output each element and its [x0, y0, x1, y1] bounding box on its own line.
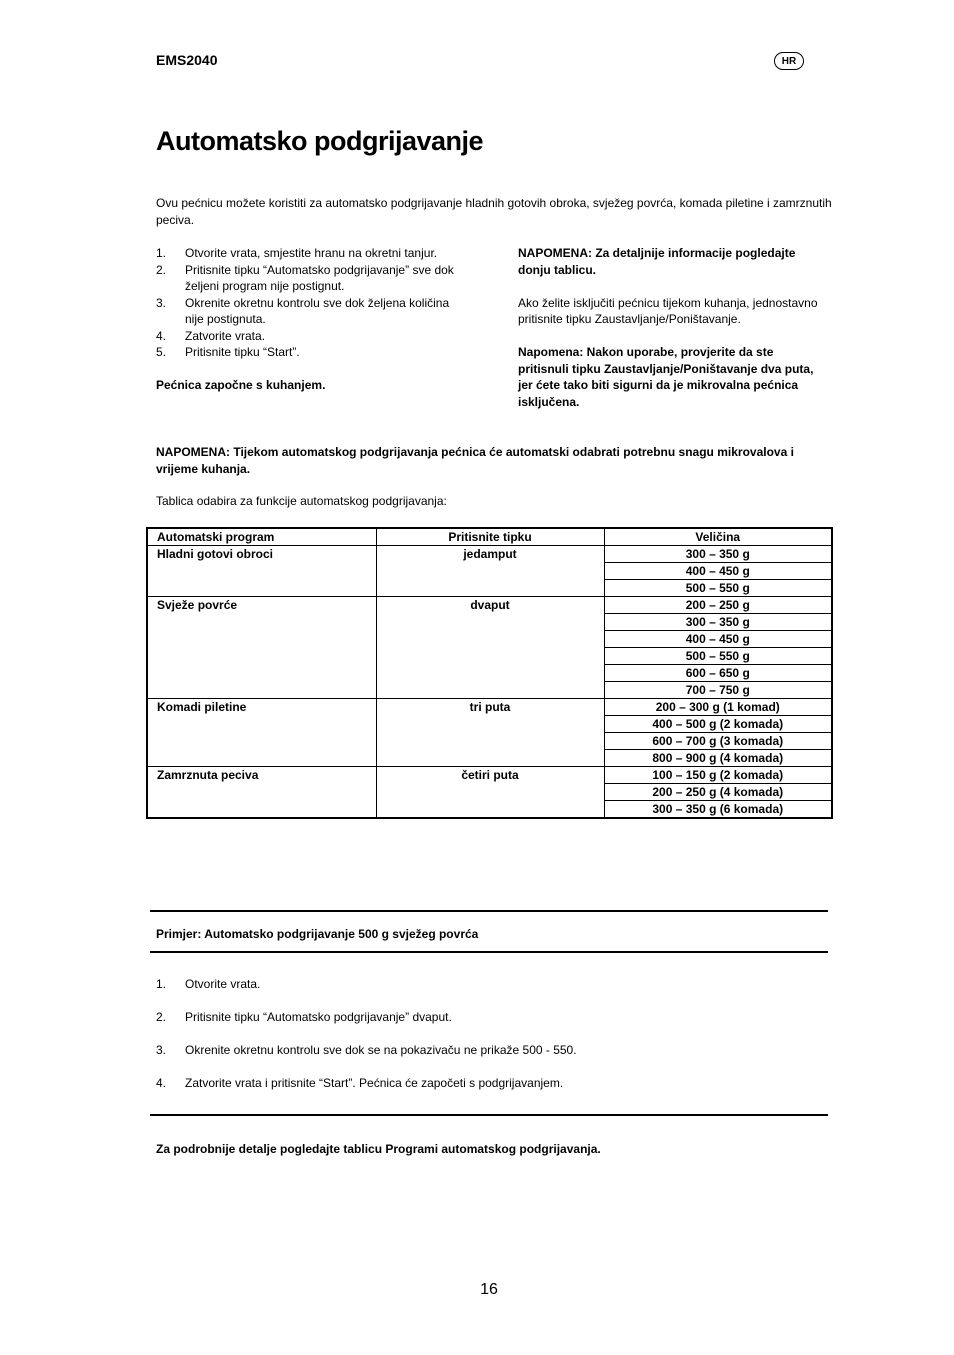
right-notes [518, 245, 818, 427]
size-cell: 200 – 300 g (1 komad) [604, 699, 832, 716]
size-cell: 100 – 150 g (2 komada) [604, 767, 832, 784]
size-cell: 300 – 350 g [604, 546, 832, 563]
size-cell: 600 – 650 g [604, 665, 832, 682]
detail-note: NAPOMENA: Za detaljnije informacije pogledajte donju tablicu. [518, 246, 796, 277]
program-table [146, 527, 833, 819]
divider [150, 951, 828, 953]
press-cell: četiri puta [376, 767, 604, 819]
list-item: 4. Zatvorite vrata i pritisnite “Start”. Pećnica će započeti s podgrijavanjem. [156, 1076, 564, 1090]
after-use-note: Napomena: Nakon uporabe, provjerite da ste pritisnuli tipku Zaustavljanje/Poništavanje dva puta, jer ćete tako biti sigurni da je mikrovalna pećnica isključena. [518, 345, 814, 409]
intro-paragraph: Ovu pećnicu možete koristiti za automatsko podgrijavanje hladnih gotovih obroka, svježeg povrća, komada piletine i zamrznutih peciva. [156, 196, 832, 227]
press-cell: dvaput [376, 597, 604, 699]
press-cell: tri puta [376, 699, 604, 767]
table-row [147, 546, 832, 563]
list-item: 4. Zatvorite vrata. [156, 328, 266, 343]
size-cell: 600 – 700 g (3 komada) [604, 733, 832, 750]
page-number: 16 [480, 1281, 498, 1298]
size-cell: 700 – 750 g [604, 682, 832, 699]
table-caption: Tablica odabira za funkcije automatskog podgrijavanja: [156, 494, 447, 508]
divider [150, 1114, 828, 1116]
program-cell: Hladni gotovi obroci [147, 546, 376, 597]
size-cell: 400 – 500 g (2 komada) [604, 716, 832, 733]
header-press: Pritisnite tipku [376, 528, 604, 546]
list-item: 3. Okrenite okretnu kontrolu sve dok željena količina nije postignuta. [156, 295, 450, 326]
size-cell: 500 – 550 g [604, 648, 832, 665]
list-item: 2. Pritisnite tipku “Automatsko podgrijavanje” sve dok željeni program nije postignut. [156, 262, 454, 293]
list-item: 1. Otvorite vrata. [156, 977, 261, 991]
header-program: Automatski program [147, 528, 376, 546]
list-item: 1. Otvorite vrata, smjestite hranu na okretni tanjur. [156, 246, 438, 260]
table-row [147, 767, 832, 784]
page-title: Automatsko podgrijavanje [156, 126, 484, 156]
auto-reheat-note: NAPOMENA: Tijekom automatskog podgrijavanja pećnica će automatski odabrati potrebnu snagu mikrovalova i vrijeme kuhanja. [156, 445, 794, 476]
table-header-row [147, 528, 832, 546]
instruction-steps [156, 245, 456, 361]
table-row [147, 597, 832, 614]
example-title: Primjer: Automatsko podgrijavanje 500 g svježeg povrća [156, 927, 479, 941]
header-size: Veličina [604, 528, 832, 546]
example-steps [156, 976, 816, 1108]
footer-note: Za podrobnije detalje pogledajte tablicu Programi automatskog podgrijavanja. [156, 1142, 601, 1156]
language-badge: HR [774, 52, 804, 70]
program-cell: Zamrznuta peciva [147, 767, 376, 819]
start-note: Pećnica započne s kuhanjem. [156, 378, 326, 392]
list-item: 2. Pritisnite tipku “Automatsko podgrijavanje” dvaput. [156, 1010, 452, 1024]
model-name: EMS2040 [156, 52, 218, 68]
press-cell: jedamput [376, 546, 604, 597]
size-cell: 300 – 350 g (6 komada) [604, 801, 832, 819]
program-cell: Svježe povrće [147, 597, 376, 699]
size-cell: 800 – 900 g (4 komada) [604, 750, 832, 767]
divider [150, 910, 828, 912]
list-item: 3. Okrenite okretnu kontrolu sve dok se na pokazivaču ne prikaže 500 - 550. [156, 1043, 577, 1057]
size-cell: 500 – 550 g [604, 580, 832, 597]
size-cell: 400 – 450 g [604, 631, 832, 648]
stop-instructions: Ako želite isključiti pećnicu tijekom kuhanja, jednostavno pritisnite tipku Zaustavljanje/Poništavanje. [518, 295, 818, 326]
table-row [147, 699, 832, 716]
size-cell: 200 – 250 g [604, 597, 832, 614]
size-cell: 200 – 250 g (4 komada) [604, 784, 832, 801]
size-cell: 400 – 450 g [604, 563, 832, 580]
list-item: 5. Pritisnite tipku “Start”. [156, 345, 300, 359]
program-cell: Komadi piletine [147, 699, 376, 767]
size-cell: 300 – 350 g [604, 614, 832, 631]
